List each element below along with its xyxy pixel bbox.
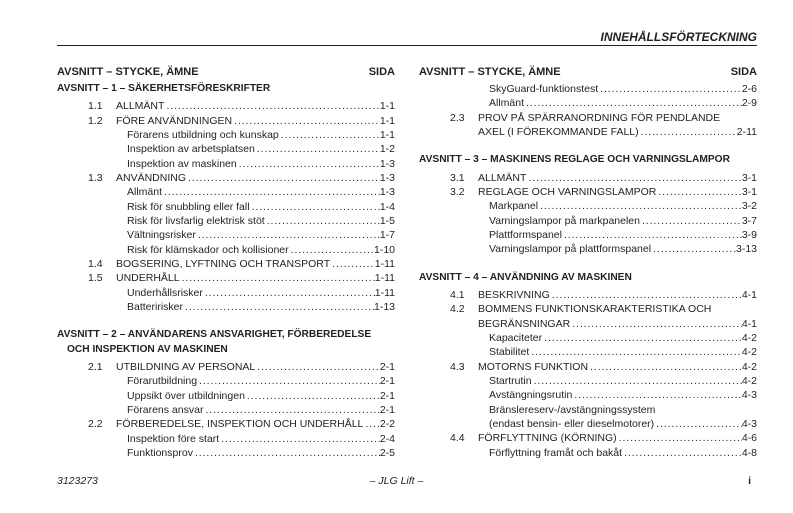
toc-entry xyxy=(57,374,395,388)
toc-entry xyxy=(419,171,757,185)
entry-page: 4-8 xyxy=(741,446,757,459)
entry-line xyxy=(57,300,395,314)
toc-entry xyxy=(57,446,395,460)
toc-block xyxy=(57,328,395,460)
column-header-label: AVSNITT – STYCKE, ÄMNE xyxy=(419,66,561,78)
entry-title: SkyGuard-funktionstest xyxy=(489,82,599,95)
entry-title: Markpanel xyxy=(489,200,539,213)
dot-leader xyxy=(542,331,742,345)
dot-leader xyxy=(526,171,741,185)
entry-title: Inspektion av maskinen xyxy=(127,157,237,170)
toc-entry xyxy=(419,374,757,388)
dot-leader xyxy=(622,446,742,460)
entry-page: 4-3 xyxy=(741,389,757,402)
dot-leader xyxy=(164,99,379,113)
entry-number: 1.1 xyxy=(88,100,103,113)
dot-leader xyxy=(183,300,374,314)
toc-column-body xyxy=(419,82,757,460)
toc-entry xyxy=(57,360,395,374)
entry-number: 1.2 xyxy=(88,114,103,127)
dot-leader xyxy=(250,200,380,214)
entry-line xyxy=(57,200,395,214)
entry-page: 1-11 xyxy=(374,286,395,299)
toc-entry xyxy=(57,128,395,142)
entry-line xyxy=(57,214,395,228)
toc-entry xyxy=(419,403,757,432)
entry-line xyxy=(57,228,395,242)
toc-entry xyxy=(57,432,395,446)
entry-page: 2-6 xyxy=(741,82,757,95)
entry-title: UNDERHÅLL xyxy=(116,272,180,285)
entry-line xyxy=(57,271,395,285)
dot-leader xyxy=(197,374,380,388)
entry-line xyxy=(419,125,757,139)
dot-leader xyxy=(180,271,375,285)
entry-title: Inspektion av arbetsplatsen xyxy=(127,143,255,156)
entry-page: 2-4 xyxy=(379,432,395,445)
entry-page: 4-2 xyxy=(741,375,757,388)
entry-line xyxy=(419,417,757,431)
entry-line xyxy=(419,360,757,374)
toc-entry xyxy=(419,331,757,345)
toc-column-right xyxy=(419,65,757,460)
toc-entry xyxy=(57,99,395,113)
entry-page: 1-4 xyxy=(379,200,395,213)
toc-block xyxy=(419,82,757,139)
dot-leader xyxy=(363,417,379,431)
entry-number: 4.2 xyxy=(450,303,465,316)
dot-leader xyxy=(245,389,380,403)
entry-title: BOGSERING, LYFTNING OCH TRANSPORT xyxy=(116,257,331,270)
entry-number: 4.4 xyxy=(450,432,465,445)
entry-page: 2-9 xyxy=(741,97,757,110)
entry-page: 1-10 xyxy=(373,243,395,256)
dot-leader xyxy=(656,185,741,199)
dot-leader xyxy=(598,82,742,96)
entry-title: Underhållsrisker xyxy=(127,286,203,299)
entry-page: 3-1 xyxy=(741,171,757,184)
dot-leader xyxy=(203,403,379,417)
entry-page: 4-1 xyxy=(741,288,757,301)
entry-title: Vältningsrisker xyxy=(127,229,196,242)
toc-entry xyxy=(57,403,395,417)
toc-entry xyxy=(419,242,757,256)
entry-page: 4-3 xyxy=(741,418,757,431)
page-column-label: SIDA xyxy=(368,66,395,78)
entry-page: 1-3 xyxy=(379,157,395,170)
dot-leader xyxy=(617,431,742,445)
toc-entry xyxy=(57,389,395,403)
entry-number: 3.2 xyxy=(450,185,465,198)
entry-page: 1-5 xyxy=(379,214,395,227)
entry-title: Uppsikt över utbildningen xyxy=(127,389,245,402)
entry-title: Kapaciteter xyxy=(489,332,543,344)
entry-title: Inspektion före start xyxy=(127,432,220,445)
entry-line xyxy=(57,142,395,156)
entry-line xyxy=(419,374,757,388)
entry-number: 2.3 xyxy=(450,111,465,124)
toc-entry xyxy=(419,228,757,242)
toc-entry xyxy=(57,286,395,300)
entry-line xyxy=(57,446,395,460)
dot-leader xyxy=(265,214,380,228)
entry-page: 2-1 xyxy=(379,389,395,402)
toc-entry xyxy=(419,82,757,96)
entry-line xyxy=(419,317,757,331)
section-heading xyxy=(419,271,757,285)
entry-number: 1.3 xyxy=(88,171,103,184)
toc-block xyxy=(419,153,757,256)
entry-line xyxy=(57,157,395,171)
entry-line xyxy=(419,242,757,256)
toc-entry xyxy=(57,214,395,228)
dot-leader xyxy=(237,157,380,171)
entry-line xyxy=(419,82,757,96)
toc-entry xyxy=(419,199,757,213)
dot-leader xyxy=(330,257,375,271)
entry-number: 4.1 xyxy=(450,288,465,301)
entry-page: 2-2 xyxy=(379,418,395,431)
toc-entry xyxy=(419,302,757,331)
dot-leader xyxy=(572,388,742,402)
page-footer xyxy=(0,474,793,488)
toc-column-body xyxy=(57,82,395,461)
toc-entry xyxy=(57,417,395,431)
dot-leader xyxy=(289,243,374,257)
entry-title: ANVÄNDNING xyxy=(116,171,187,184)
column-header xyxy=(419,65,757,79)
toc-entry xyxy=(57,243,395,257)
section-heading xyxy=(57,82,395,96)
toc-column-left xyxy=(57,65,395,460)
entry-title: UTBILDNING AV PERSONAL xyxy=(116,361,256,374)
entry-title: Bränslereserv-/avstängningssystem xyxy=(489,403,656,416)
entry-title: AXEL (I FÖREKOMMANDE FALL) xyxy=(478,125,639,138)
entry-title: ALLMÄNT xyxy=(478,171,527,184)
dot-leader xyxy=(203,286,375,300)
toc-entry xyxy=(57,185,395,199)
toc-block xyxy=(57,82,395,315)
entry-page: 1-3 xyxy=(379,171,395,184)
entry-line xyxy=(419,446,757,460)
toc-entry xyxy=(57,300,395,314)
entry-title: Funktionsprov xyxy=(127,447,193,460)
entry-title: Allmänt xyxy=(127,186,163,199)
dot-leader xyxy=(562,228,742,242)
toc-entry xyxy=(57,271,395,285)
entry-title: Startrutin xyxy=(489,375,532,388)
column-header-label: AVSNITT – STYCKE, ÄMNE xyxy=(57,66,199,78)
entry-line xyxy=(57,99,395,113)
dot-leader xyxy=(219,432,380,446)
dot-leader xyxy=(279,128,380,142)
entry-line xyxy=(419,214,757,228)
dot-leader xyxy=(570,317,742,331)
section-heading-line: OCH INSPEKTION AV MASKINEN xyxy=(67,343,228,355)
entry-line xyxy=(419,111,757,125)
dot-leader xyxy=(255,142,380,156)
dot-leader xyxy=(538,199,742,213)
entry-title: Risk för livsfarlig elektrisk stöt xyxy=(127,214,265,227)
column-header xyxy=(57,65,395,79)
section-heading xyxy=(419,153,757,167)
dot-leader xyxy=(196,228,380,242)
entry-page: 4-2 xyxy=(741,332,757,344)
entry-title: Stabilitet xyxy=(489,346,530,359)
toc-entry xyxy=(419,111,757,140)
toc-entry xyxy=(419,360,757,374)
brand-name: – JLG Lift – xyxy=(369,475,424,487)
entry-title: BOMMENS FUNKTIONSKARAKTERISTIKA OCH xyxy=(478,303,712,316)
toc-entry xyxy=(57,114,395,128)
toc-entry xyxy=(57,157,395,171)
entry-line xyxy=(57,389,395,403)
entry-title: ALLMÄNT xyxy=(116,100,165,113)
entry-page: 2-1 xyxy=(379,361,395,374)
entry-line xyxy=(419,96,757,110)
page-number: i xyxy=(748,475,751,487)
entry-page: 3-13 xyxy=(735,243,757,256)
toc-entry xyxy=(419,214,757,228)
entry-title: FÖRE ANVÄNDNINGEN xyxy=(116,114,233,127)
entry-title: PROV PÅ SPÄRRANORDNING FÖR PENDLANDE xyxy=(478,111,721,124)
entry-title: Varningslampor på markpanelen xyxy=(489,214,640,227)
entry-line xyxy=(57,114,395,128)
dot-leader xyxy=(255,360,380,374)
toc-entry xyxy=(419,96,757,110)
toc-entry xyxy=(419,345,757,359)
entry-line xyxy=(57,432,395,446)
entry-title: Risk för klämskador och kollisioner xyxy=(127,243,289,256)
entry-line xyxy=(57,243,395,257)
entry-page: 3-1 xyxy=(741,185,757,198)
entry-line xyxy=(419,199,757,213)
entry-title: Avstängningsrutin xyxy=(489,389,573,402)
entry-number: 2.2 xyxy=(88,418,103,431)
entry-line xyxy=(57,185,395,199)
entry-line xyxy=(419,345,757,359)
toc-entry xyxy=(419,388,757,402)
entry-page: 4-2 xyxy=(741,360,757,373)
entry-line xyxy=(419,302,757,316)
entry-number: 4.3 xyxy=(450,360,465,373)
entry-title: BEGRÄNSNINGAR xyxy=(478,317,571,330)
entry-line xyxy=(419,331,757,345)
entry-page: 3-7 xyxy=(741,214,757,227)
entry-page: 2-5 xyxy=(379,447,395,460)
entry-line xyxy=(419,288,757,302)
entry-title: Risk för snubbling eller fall xyxy=(127,200,250,213)
entry-title: MOTORNS FUNKTION xyxy=(478,360,589,373)
entry-page: 1-1 xyxy=(379,100,395,113)
entry-title: Allmänt xyxy=(489,97,525,110)
entry-line xyxy=(57,128,395,142)
entry-line xyxy=(419,431,757,445)
section-heading-line: AVSNITT – 4 – ANVÄNDNING AV MASKINEN xyxy=(419,271,632,283)
entry-line xyxy=(57,403,395,417)
page-title: INNEHÅLLSFÖRTECKNING xyxy=(600,30,757,44)
section-heading-line: AVSNITT – 2 – ANVÄNDARENS ANSVARIGHET, FÖRBEREDELSE xyxy=(57,329,372,341)
toc-entry xyxy=(419,185,757,199)
dot-leader xyxy=(588,360,742,374)
section-heading xyxy=(57,328,395,357)
title-rule xyxy=(57,45,757,46)
entry-number: 3.1 xyxy=(450,171,465,184)
entry-page: 2-1 xyxy=(379,375,395,388)
entry-line xyxy=(419,388,757,402)
entry-page: 3-2 xyxy=(741,200,757,213)
entry-line xyxy=(57,360,395,374)
entry-title: Förflyttning framåt och bakåt xyxy=(489,446,623,459)
dot-leader xyxy=(232,114,380,128)
entry-page: 4-2 xyxy=(741,346,757,359)
toc-entry xyxy=(419,288,757,302)
dot-leader xyxy=(550,288,742,302)
entry-title: Batteririsker xyxy=(127,301,184,313)
entry-line xyxy=(419,171,757,185)
dot-leader xyxy=(524,96,742,110)
entry-title: FÖRFLYTTNING (KÖRNING) xyxy=(478,432,617,445)
toc-block xyxy=(419,271,757,460)
entry-number: 2.1 xyxy=(88,361,103,374)
entry-title: Förarutbildning xyxy=(127,375,198,388)
entry-page: 1-11 xyxy=(374,257,395,270)
toc-entry xyxy=(419,431,757,445)
toc-entry xyxy=(57,171,395,185)
entry-title: Förarens ansvar xyxy=(127,404,204,417)
entry-number: 1.5 xyxy=(88,272,103,285)
dot-leader xyxy=(532,374,742,388)
entry-line xyxy=(57,374,395,388)
entry-line xyxy=(57,257,395,271)
toc-entry xyxy=(57,257,395,271)
entry-title: REGLAGE OCH VARNINGSLAMPOR xyxy=(478,185,657,198)
page-column-label: SIDA xyxy=(730,66,757,78)
entry-line xyxy=(419,228,757,242)
entry-page: 1-13 xyxy=(373,301,395,313)
entry-line xyxy=(419,185,757,199)
entry-line xyxy=(419,403,757,417)
entry-line xyxy=(57,171,395,185)
toc-entry xyxy=(57,142,395,156)
dot-leader xyxy=(186,171,380,185)
entry-page: 1-2 xyxy=(379,143,395,156)
dot-leader xyxy=(640,214,742,228)
entry-page: 2-11 xyxy=(736,125,757,138)
entry-page: 1-11 xyxy=(374,272,395,285)
entry-page: 1-3 xyxy=(379,186,395,199)
entry-title: BESKRIVNING xyxy=(478,288,550,301)
dot-leader xyxy=(162,185,380,199)
dot-leader xyxy=(639,125,737,139)
entry-page: 1-1 xyxy=(379,128,395,141)
toc-entry xyxy=(57,228,395,242)
toc-entry xyxy=(57,200,395,214)
entry-number: 1.4 xyxy=(88,257,103,270)
entry-page: 1-7 xyxy=(379,229,395,242)
entry-title: FÖRBEREDELSE, INSPEKTION OCH UNDERHÅLL xyxy=(116,418,364,431)
entry-page: 4-1 xyxy=(741,317,757,330)
dot-leader xyxy=(193,446,380,460)
entry-title: Plattformspanel xyxy=(489,228,562,241)
entry-page: 1-1 xyxy=(379,114,395,127)
entry-page: 4-6 xyxy=(741,432,757,445)
toc-entry xyxy=(419,446,757,460)
entry-title: Förarens utbildning och kunskap xyxy=(127,128,279,141)
document-number: 3123273 xyxy=(57,475,98,487)
section-heading-line: AVSNITT – 1 – SÄKERHETSFÖRESKRIFTER xyxy=(57,82,271,94)
dot-leader xyxy=(651,242,736,256)
entry-line xyxy=(57,286,395,300)
entry-title: Varningslampor på plattformspanel xyxy=(489,243,652,256)
entry-line xyxy=(57,417,395,431)
section-heading-line: AVSNITT – 3 – MASKINENS REGLAGE OCH VARNINGSLAMPOR xyxy=(419,154,730,166)
dot-leader xyxy=(654,417,742,431)
entry-page: 2-1 xyxy=(379,404,395,417)
dot-leader xyxy=(529,345,742,359)
entry-page: 3-9 xyxy=(741,228,757,241)
entry-title: (endast bensin- eller dieselmotorer) xyxy=(489,418,655,431)
